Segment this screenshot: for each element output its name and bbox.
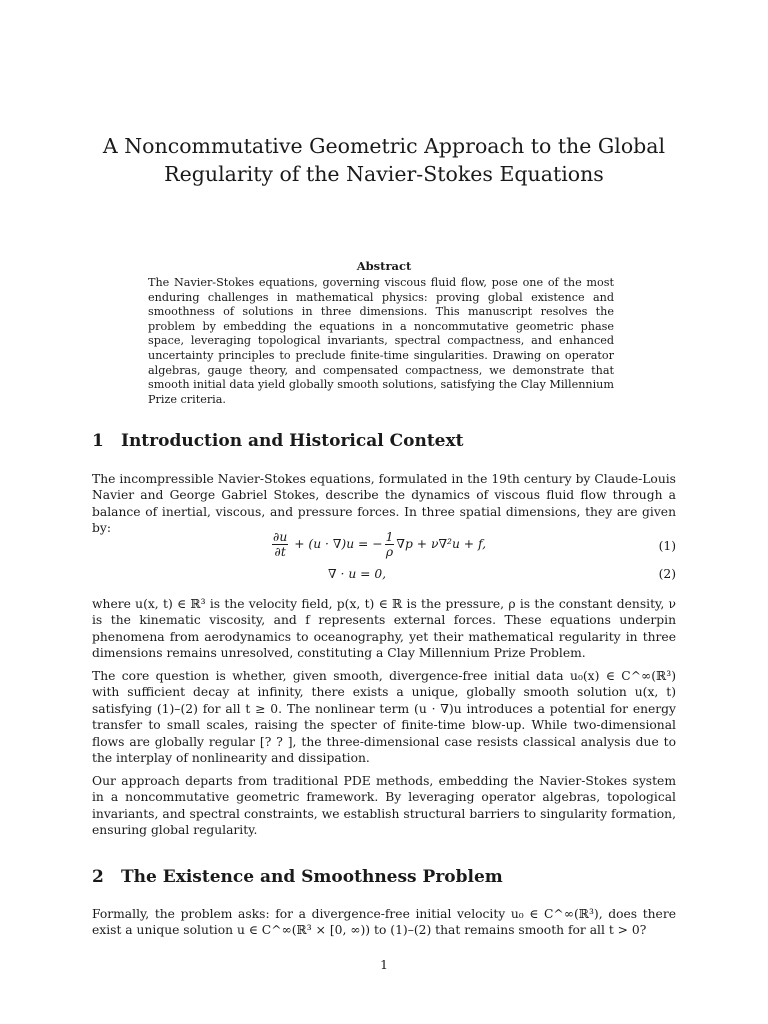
page-number: 1: [380, 958, 388, 972]
section-1-paragraph-1: The incompressible Navier-Stokes equations, formulated in the 19th century by Claude-Louis Navier and George Gabriel Stokes, describe the dynamics of viscous fluid flow through a balance of inertial, viscous, and pressure forces. In three spatial dimensions, they are given by:: [92, 472, 676, 536]
section-1-title: Introduction and Historical Context: [121, 431, 464, 451]
section-1-paragraph-4: Our approach departs from traditional PDE methods, embedding the Navier-Stokes system in a noncommutative geometric framework. By leveraging operator algebras, topological invariants, and spectral constraints, we establish structural barriers to singularity formation, ensuring global regularity.: [92, 774, 676, 838]
section-2-number: 2: [92, 867, 104, 887]
section-2-title: The Existence and Smoothness Problem: [121, 867, 503, 887]
section-1-paragraph-3: The core question is whether, given smooth, divergence-free initial data u₀(x) ∈ C^∞(ℝ³) with sufficient decay at infinity, there exists a unique, globally smooth solution u(x, t) satisfying (1)–(2) for all t ≥ 0. The nonlinear term (u · ∇)u introduces a potential for energy transfer to small scales, raising the specter of finite-time blow-up. While two-dimensional flows are globally regular [? ? ], the three-dimensional case resists classical analysis due to the interplay of nonlinearity and dissipation.: [92, 669, 676, 766]
section-1-heading: [92, 431, 464, 451]
du-dt-fraction: $\frac{\partial u}{\partial t}$: [273, 530, 288, 559]
abstract-heading: Abstract: [356, 259, 412, 273]
equation-1: $\frac{\partial u}{\partial t}$ + (u · ∇)u = − $\frac{1}{\rho}$ ∇p + ν∇²u + f,: [273, 530, 487, 559]
abstract-body: The Navier-Stokes equations, governing viscous fluid flow, pose one of the most enduring challenges in mathematical physics: proving global existence and smoothness of solutions in three dimensions. This manuscript resolves the problem by embedding the equations in a noncommutative geometric phase space, leveraging topological invariants, spectral compactness, and enhanced uncertainty principles to preclude finite-time singularities. Drawing on operator algebras, gauge theory, and compensated compactness, we demonstrate that smooth initial data yield globally smooth solutions, satisfying the Clay Millennium Prize criteria.: [148, 276, 614, 406]
title-line-1: A Noncommutative Geometric Approach to the Global: [102, 134, 666, 158]
one-over-rho-fraction: $\frac{1}{\rho}$: [385, 530, 394, 559]
section-1-number: 1: [92, 431, 104, 451]
equation-1-number: (1): [658, 539, 676, 553]
section-1-paragraph-2: where u(x, t) ∈ ℝ³ is the velocity field, p(x, t) ∈ ℝ is the pressure, ρ is the constant density, ν is the kinematic viscosity, and f represents external forces. These equations underpin phenomena from aerodynamics to oceanography, yet their mathematical regularity in three dimensions remains unresolved, constituting a Clay Millennium Prize Problem.: [92, 597, 676, 661]
equation-2: ∇ · u = 0,: [328, 567, 387, 581]
section-2-heading: [92, 867, 503, 887]
section-2-paragraph-1: Formally, the problem asks: for a divergence-free initial velocity u₀ ∈ C^∞(ℝ³), does there exist a unique solution u ∈ C^∞(ℝ³ × [0, ∞)) to (1)–(2) that remains smooth for all t > 0?: [92, 907, 676, 938]
title-line-2: Regularity of the Navier-Stokes Equations: [164, 162, 604, 186]
equation-2-number: (2): [658, 567, 676, 581]
paper-title: [0, 132, 768, 188]
